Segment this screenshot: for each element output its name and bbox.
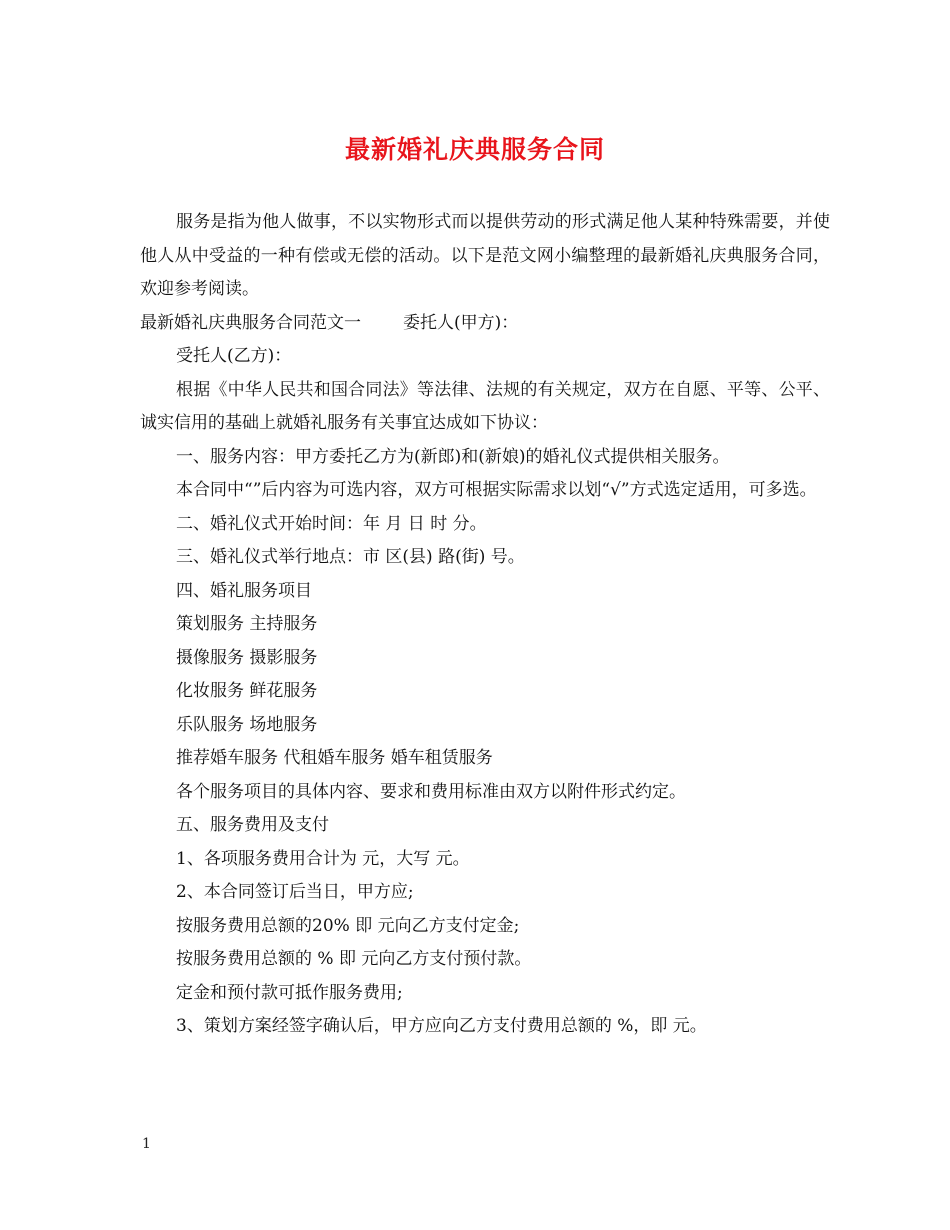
payment-item-1: 1、各项服务费用合计为 元，大写 元。 [176,848,470,869]
service-line: 摄像服务 摄影服务 [176,647,318,668]
service-line: 乐队服务 场地服务 [176,714,318,735]
advance-payment-line: 按服务费用总额的 % 即 元向乙方支付预付款。 [176,949,532,969]
clause-1: 一、服务内容：甲方委托乙方为(新郎)和(新娘)的婚礼仪式提供相关服务。 [176,446,730,467]
clause-2: 二、婚礼仪式开始时间：年 月 日 时 分。 [176,513,487,534]
payment-item-2: 2、本合同签订后当日，甲方应; [176,882,414,902]
sample-heading-line [140,307,830,341]
document-title: 最新婚礼庆典服务合同 [344,135,605,164]
deposit-line: 按服务费用总额的20% 即 元向乙方支付定金; [176,915,520,936]
document-body [140,206,830,1044]
page-number: 1 [142,1136,151,1152]
offset-line: 定金和预付款可抵作服务费用; [176,982,403,1003]
clause-3: 三、婚礼仪式举行地点：市 区(县) 路(街) 号。 [176,547,525,567]
clause-5: 五、服务费用及支付 [176,815,329,835]
party-b-label: 受托人(乙方)： [176,346,292,366]
service-line: 化妆服务 鲜花服务 [176,681,318,701]
intro-paragraph: 服务是指为他人做事，不以实物形式而以提供劳动的形式满足他人某种特殊需要，并使他人从中受益的一种有偿或无偿的活动。以下是范文网小编整理的最新婚礼庆典服务合同，欢迎参考阅读。 [140,212,830,299]
optional-note-paragraph: 本合同中“”后内容为可选内容，双方可根据实际需求以划“√”方式选定适用，可多选。 [176,480,817,500]
clause-4: 四、婚礼服务项目 [176,580,312,601]
contract-basis-paragraph: 根据《中华人民共和国合同法》等法律、法规的有关规定，双方在自愿、平等、公平、诚实信用的基础上就婚礼服务有关事宜达成如下协议： [140,379,830,433]
service-line: 策划服务 主持服务 [176,614,318,634]
sample-heading: 最新婚礼庆典服务合同范文一 [140,312,361,333]
payment-item-3: 3、策划方案经签字确认后，甲方应向乙方支付费用总额的 %，即 元。 [176,1016,707,1036]
service-line: 推荐婚车服务 代租婚车服务 婚车租赁服务 [176,748,493,768]
service-terms: 各个服务项目的具体内容、要求和费用标准由双方以附件形式约定。 [176,781,686,802]
party-a-label: 委托人(甲方)： [403,312,519,333]
